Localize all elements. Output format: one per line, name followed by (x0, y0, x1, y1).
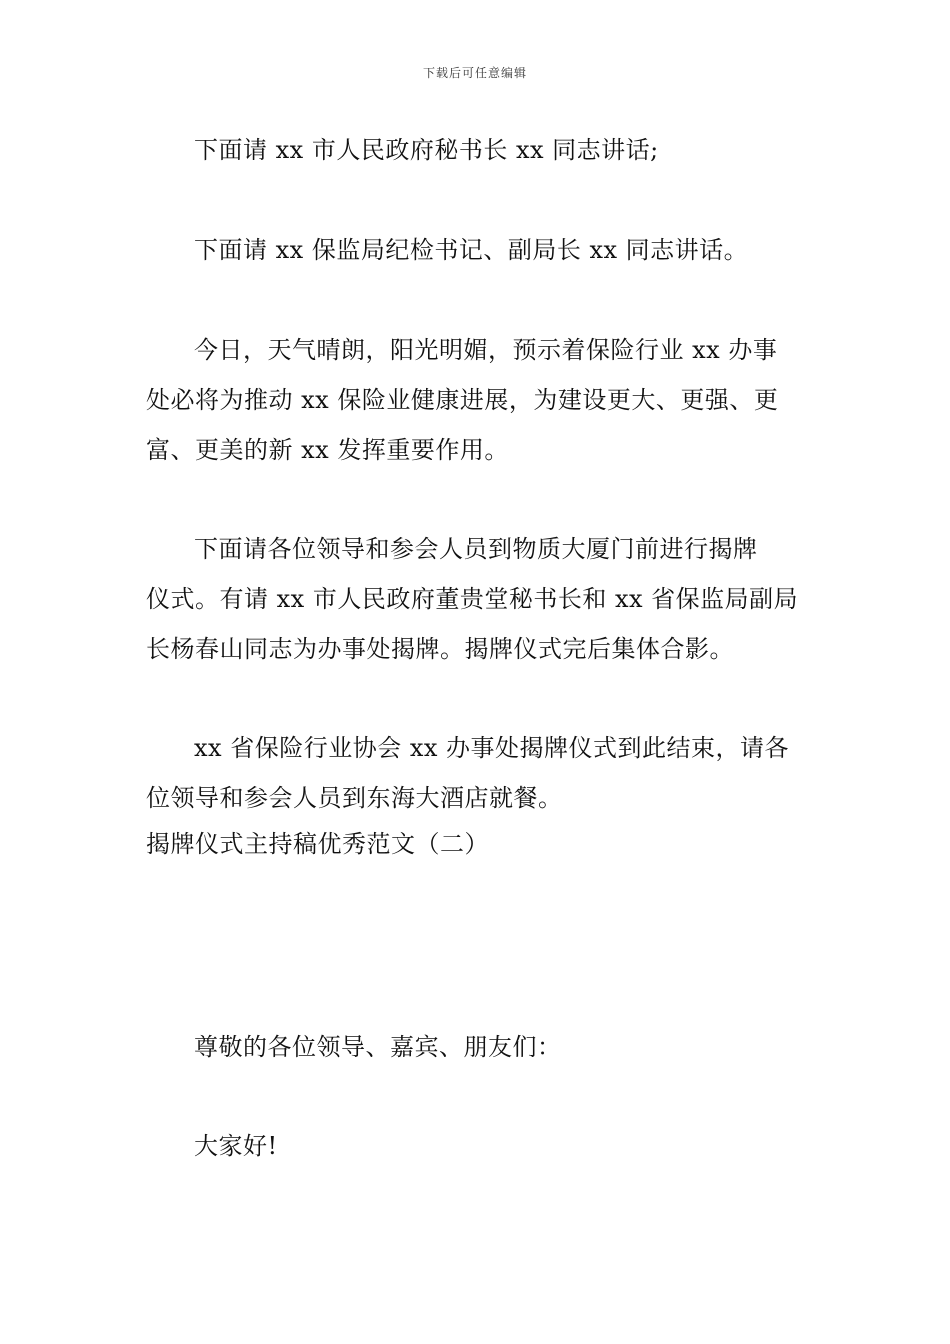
greeting: 尊敬的各位领导、嘉宾、朋友们： (194, 1033, 562, 1061)
paragraph-line: 下面请 xx 保监局纪检书记、副局长 xx 同志讲话。 (194, 236, 749, 264)
paragraph-line: 位领导和参会人员到东海大酒店就餐。 (146, 784, 563, 812)
paragraph-line: 下面请各位领导和参会人员到物质大厦门前进行揭牌 (194, 535, 758, 563)
section-title: 揭牌仪式主持稿优秀范文（二） (146, 830, 489, 858)
paragraph-line: xx 省保险行业协会 xx 办事处揭牌仪式到此结束，请各 (194, 734, 790, 762)
paragraph-line: 今日，天气晴朗，阳光明媚，预示着保险行业 xx 办事 (194, 336, 778, 364)
paragraph-line: 下面请 xx 市人民政府秘书长 xx 同志讲话; (194, 136, 659, 164)
salutation: 大家好! (194, 1132, 278, 1160)
paragraph-line: 仪式。有请 xx 市人民政府董贵堂秘书长和 xx 省保监局副局 (146, 585, 799, 613)
page-header: 下载后可任意编辑 (422, 66, 527, 80)
paragraph-line: 富、更美的新 xx 发挥重要作用。 (146, 436, 509, 464)
paragraph-line: 处必将为推动 xx 保险业健康进展，为建设更大、更强、更 (146, 386, 779, 414)
paragraph-line: 长杨春山同志为办事处揭牌。揭牌仪式完后集体合影。 (146, 635, 734, 663)
